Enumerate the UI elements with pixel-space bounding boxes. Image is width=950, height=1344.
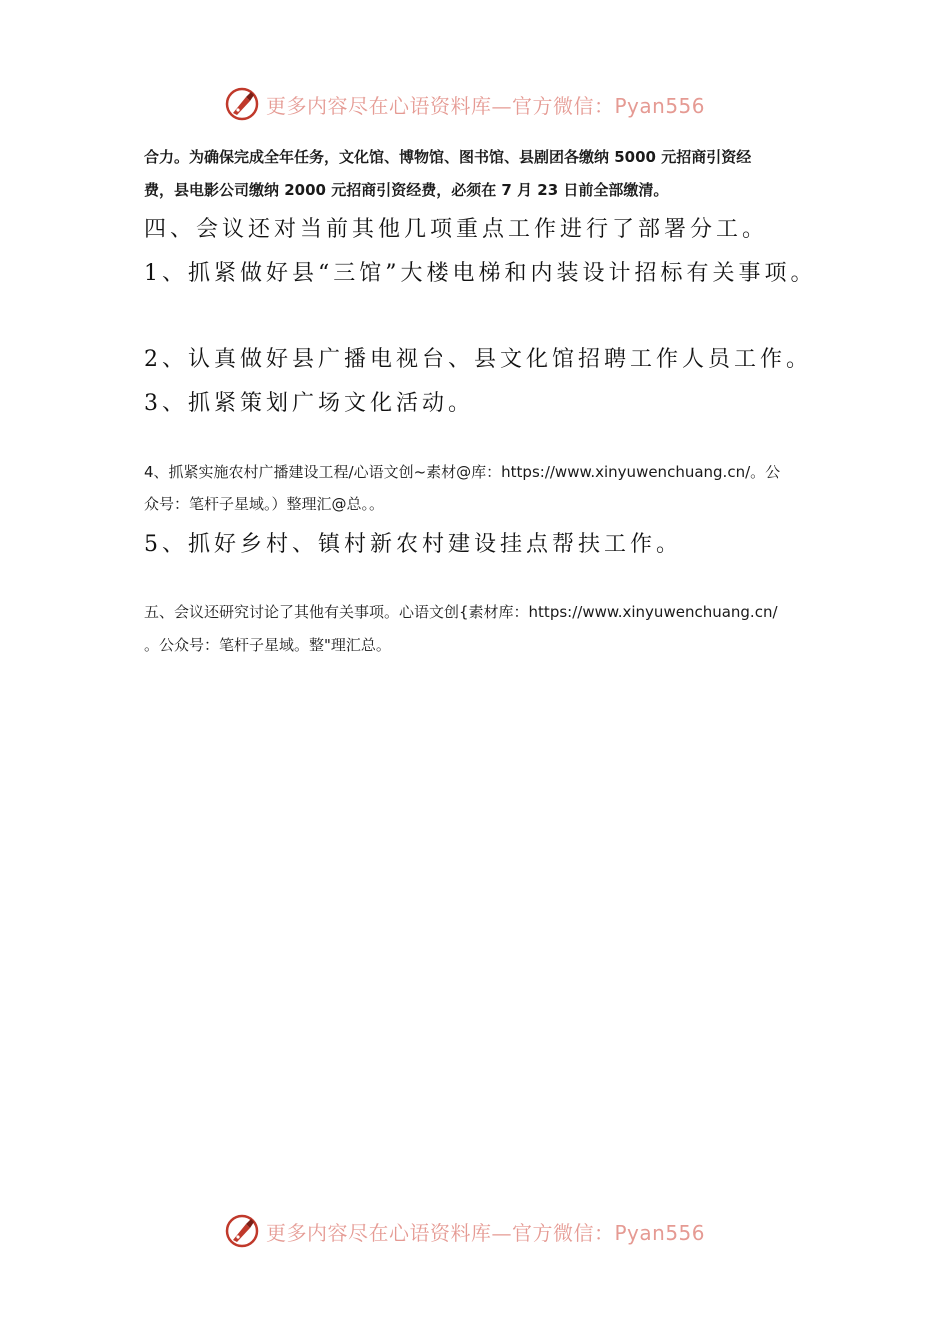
list-item: 2、认真做好县广播电视台、县文化馆招聘工作人员工作。 [144,347,812,372]
paragraph-line: 合力。为确保完成全年任务，文化馆、博物馆、图书馆、县剧团各缴纳 5000 元招商引资经 [144,148,752,166]
list-item-line: 众号：笔杆子星域。）整理汇@总。。 [144,495,385,513]
paragraph-line: 费，县电影公司缴纳 2000 元招商引资经费，必须在 7 月 23 日前全部缴清。 [144,181,669,199]
list-item: 3、抓紧策划广场文化活动。 [144,391,474,416]
footer-watermark [224,1211,744,1251]
header-watermark [224,84,744,124]
list-item: 5、抓好乡村、镇村新农村建设挂点帮扶工作。 [144,532,682,557]
watermark-text: 更多内容尽在心语资料库—官方微信：Pyan556 [266,1220,706,1245]
watermark-handle: Pyan556 [614,93,706,118]
list-item: 1、抓紧做好县“三馆”大楼电梯和内装设计招标有关事项。 [144,261,817,286]
section-heading: 四、会议还对当前其他几项重点工作进行了部署分工。 [144,217,769,242]
paragraph-line: 五、会议还研究讨论了其他有关事项。心语文创{素材库：https://www.xinyuwenchuang.cn/ [144,603,778,621]
watermark-text: 更多内容尽在心语资料库—官方微信：Pyan556 [266,93,706,118]
pen-nib-logo-icon [224,86,260,122]
paragraph-line: 。公众号：笔杆子星域。整"理汇总。 [144,636,391,654]
list-item-line: 4、抓紧实施农村广播建设工程/心语文创~素材@库：https://www.xinyuwenchuang.cn/。公 [144,463,781,481]
pen-nib-logo-icon [224,1213,260,1249]
watermark-handle: Pyan556 [614,1220,706,1245]
